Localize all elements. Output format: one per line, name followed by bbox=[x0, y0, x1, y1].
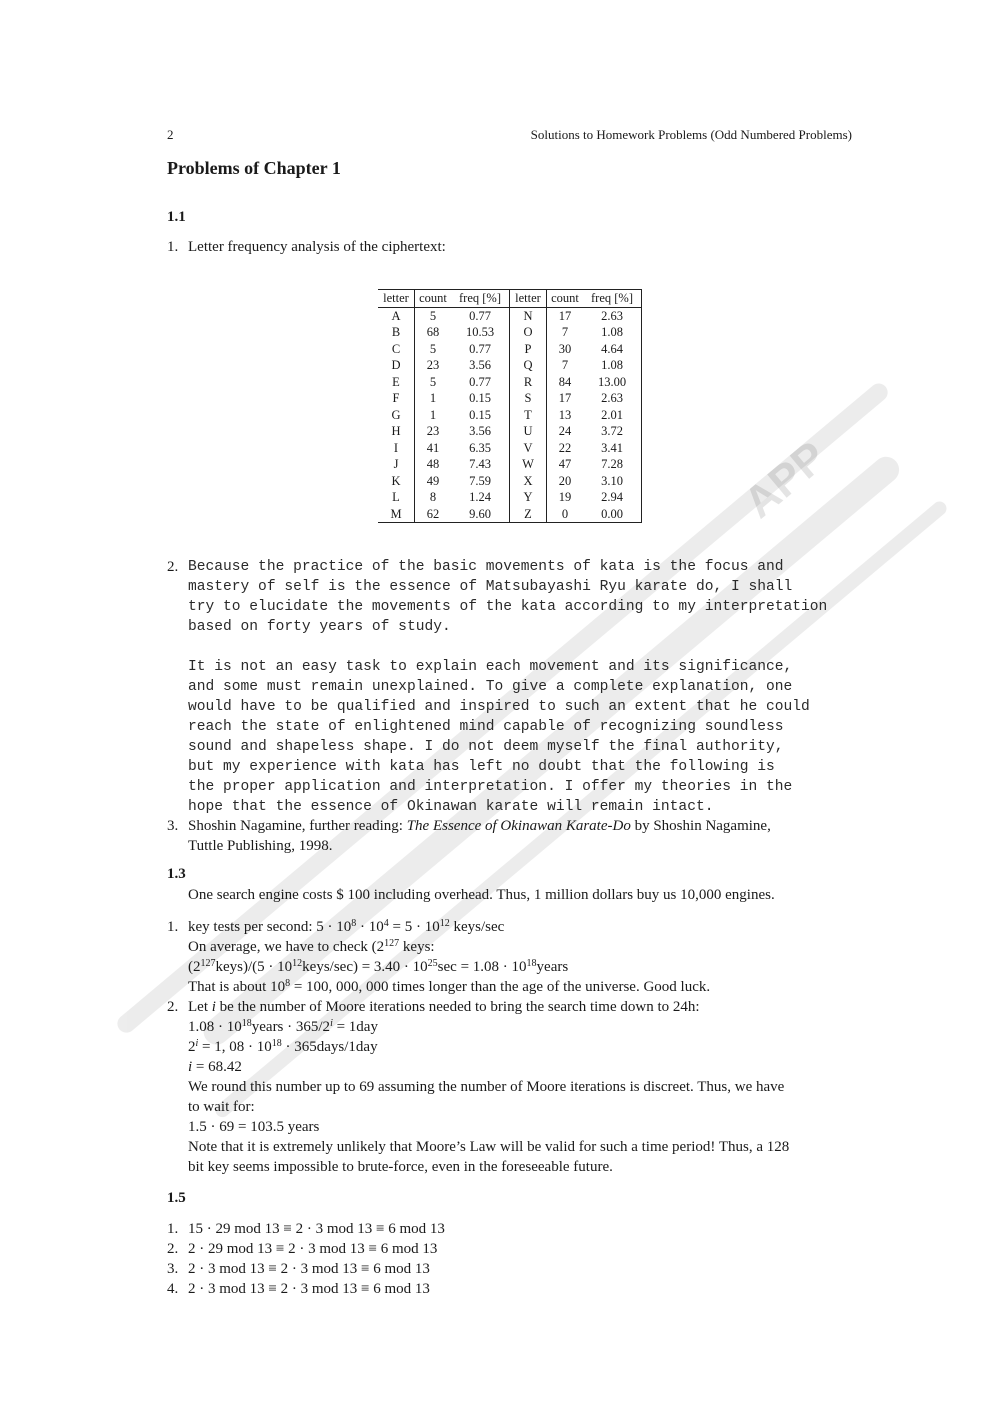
table-cell: 22 bbox=[558, 440, 572, 455]
table-cell: 47 bbox=[558, 457, 572, 471]
monospace-line: hope that the essence of Okinawan karate will remain intact. bbox=[188, 799, 714, 815]
table-cell: 17 bbox=[558, 391, 572, 405]
table-cell: U bbox=[510, 423, 547, 440]
item-number: 2. bbox=[167, 559, 179, 575]
table-cell: 7.28 bbox=[583, 456, 642, 473]
table-cell: 30 bbox=[558, 341, 572, 356]
table-cell: G bbox=[378, 407, 415, 424]
monospace-line: and some must remain unexplained. To give a complete explanation, one bbox=[188, 679, 793, 695]
monospace-line: It is not an easy task to explain each movement and its significance, bbox=[188, 659, 793, 675]
table-row bbox=[378, 357, 642, 374]
table-cell: R bbox=[510, 374, 547, 391]
table-cell: I bbox=[378, 440, 415, 457]
table-cell: 5 bbox=[429, 374, 437, 389]
paragraph-line: We round this number up to 69 assuming the number of Moore iterations is discreet. Thus, we have bbox=[188, 1079, 785, 1095]
section-heading-1-3: 1.3 bbox=[167, 866, 186, 882]
column-header: count bbox=[415, 290, 452, 308]
table-cell: 84 bbox=[558, 374, 572, 389]
table-cell: S bbox=[510, 390, 547, 407]
column-header: count bbox=[547, 290, 584, 308]
table-row bbox=[378, 473, 642, 490]
column-header: freq [%] bbox=[451, 290, 510, 308]
table-cell: 0 bbox=[547, 506, 584, 523]
table-header-row bbox=[378, 290, 642, 308]
math-line: 1.5 · 69 = 103.5 years bbox=[188, 1119, 320, 1135]
table-cell: 3.10 bbox=[583, 473, 642, 490]
table-cell: 2.01 bbox=[583, 407, 642, 424]
math-line: That is about $10^8 = 100$, 000, 000 times longer than the age of the universe. Good luck. bbox=[188, 978, 711, 995]
table-cell: 68 bbox=[426, 325, 440, 339]
table-cell: F bbox=[378, 390, 415, 407]
item-number: 3. bbox=[167, 818, 179, 834]
table-cell: 2.94 bbox=[583, 489, 642, 506]
table-cell: H bbox=[378, 423, 415, 440]
table-row bbox=[378, 489, 642, 506]
table-cell: 13 bbox=[558, 407, 572, 422]
section-heading-1-1: 1.1 bbox=[167, 209, 186, 225]
math-line: $2^i = 1$, $08 \cdot 10^{18}$ · 365days/1day bbox=[188, 1038, 378, 1055]
item-number: 2. bbox=[167, 1241, 179, 1257]
monospace-line: reach the state of enlightened mind capable of recognizing soundless bbox=[188, 719, 784, 735]
item-number: 1. bbox=[167, 239, 179, 255]
congruence-line: 2 · 3 mod 13 ≡ 2 · 3 mod 13 ≡ 6 mod 13 bbox=[188, 1281, 430, 1297]
table-cell: O bbox=[510, 324, 547, 341]
monospace-line: sound and shapeless shape. I do not deem myself the final authority, bbox=[188, 739, 784, 755]
monospace-line: Because the practice of the basic movements of kata is the focus and bbox=[188, 559, 784, 575]
column-header: letter bbox=[378, 290, 415, 308]
table-cell: M bbox=[378, 506, 415, 523]
paragraph-line: to wait for: bbox=[188, 1099, 255, 1115]
table-cell: 0.77 bbox=[451, 374, 510, 391]
table-cell: 1.24 bbox=[451, 489, 510, 506]
monospace-line: but my experience with kata has left no doubt that the following is bbox=[188, 759, 775, 775]
watermark-text: APP bbox=[734, 431, 836, 528]
book-title: The Essence of Okinawan Karate-Do bbox=[406, 818, 631, 834]
table-cell: 3.56 bbox=[451, 357, 510, 374]
table-cell: 19 bbox=[558, 490, 572, 504]
table-cell: 0.77 bbox=[451, 307, 510, 324]
math-line: $1.08 \cdot 10^{18}years \cdot 365/2^i = 1day$ bbox=[188, 1018, 378, 1035]
math-line: Let i be the number of Moore iterations needed to bring the search time down to 24h: bbox=[188, 999, 700, 1015]
paragraph-line: Note that it is extremely unlikely that Moore’s Law will be valid for such a time period! Thus, a 128 bbox=[188, 1139, 790, 1155]
table-cell: A bbox=[378, 307, 415, 324]
running-head: Solutions to Homework Problems (Odd Numbered Problems) bbox=[530, 127, 852, 142]
table-cell: 2.63 bbox=[583, 390, 642, 407]
table-cell: 1.08 bbox=[583, 357, 642, 374]
math-line: On average, we have to check ($2^{127}$ keys: bbox=[188, 938, 435, 955]
table-cell: 17 bbox=[558, 308, 572, 323]
table-cell: 20 bbox=[558, 473, 572, 488]
column-header: freq [%] bbox=[583, 290, 642, 308]
table-cell: 49 bbox=[426, 473, 440, 488]
table-cell: 48 bbox=[426, 457, 440, 471]
table-row bbox=[378, 440, 642, 457]
monospace-line: the proper application and interpretation. I offer my theories in the bbox=[188, 779, 793, 795]
table-cell: L bbox=[378, 489, 415, 506]
table-cell: 41 bbox=[426, 440, 440, 455]
table-cell: 3.41 bbox=[583, 440, 642, 457]
item-number: 3. bbox=[167, 1261, 179, 1277]
column-header: letter bbox=[510, 290, 547, 308]
table-cell: 5 bbox=[429, 341, 437, 356]
table-row bbox=[378, 506, 642, 523]
table-cell: W bbox=[510, 456, 547, 473]
table-cell: V bbox=[510, 440, 547, 457]
item-number: 1. bbox=[167, 919, 179, 935]
table-cell: 1 bbox=[429, 407, 437, 422]
congruence-line: 15 · 29 mod 13 ≡ 2 · 3 mod 13 ≡ 6 mod 13 bbox=[188, 1221, 445, 1237]
table-cell: 23 bbox=[426, 358, 440, 372]
table-cell: K bbox=[378, 473, 415, 490]
table-row bbox=[378, 324, 642, 341]
table-cell: Z bbox=[510, 506, 547, 523]
table-cell: Q bbox=[510, 357, 547, 374]
table-row bbox=[378, 374, 642, 391]
table-cell: Y bbox=[510, 489, 547, 506]
table-cell: J bbox=[378, 456, 415, 473]
reference-line: Tuttle Publishing, 1998. bbox=[188, 838, 333, 854]
table-cell: D bbox=[378, 357, 415, 374]
chapter-title: Problems of Chapter 1 bbox=[167, 158, 341, 178]
table-row bbox=[378, 456, 642, 473]
section-heading-1-5: 1.5 bbox=[167, 1190, 186, 1206]
table-cell: 6.35 bbox=[451, 440, 510, 457]
table-row bbox=[378, 341, 642, 358]
table-row bbox=[378, 307, 642, 324]
table-cell: 5 bbox=[429, 308, 437, 323]
item-text: Letter frequency analysis of the ciphertext: bbox=[188, 239, 446, 255]
table-cell: N bbox=[510, 307, 547, 324]
table-cell: 3.56 bbox=[451, 423, 510, 440]
math-line: key tests per second: $5 \cdot 10^8 \cdot 10^4 = 5 \cdot 10^{12}$ keys/sec bbox=[188, 918, 505, 935]
paragraph-line: bit key seems impossible to brute-force, even in the foreseeable future. bbox=[188, 1159, 613, 1175]
table-cell: 4.64 bbox=[583, 341, 642, 358]
paragraph: One search engine costs $ 100 including overhead. Thus, 1 million dollars buy us 10,000 engines. bbox=[188, 887, 775, 903]
table-cell: 7 bbox=[561, 358, 569, 372]
item-number: 2. bbox=[167, 999, 179, 1015]
table-cell: 62 bbox=[415, 506, 452, 523]
table-cell: 1.08 bbox=[583, 324, 642, 341]
table-cell: B bbox=[378, 324, 415, 341]
congruence-line: 2 · 3 mod 13 ≡ 2 · 3 mod 13 ≡ 6 mod 13 bbox=[188, 1261, 430, 1277]
table-cell: P bbox=[510, 341, 547, 358]
table-cell: 1 bbox=[429, 391, 437, 405]
table-cell: 8 bbox=[429, 490, 437, 504]
item-number: 4. bbox=[167, 1281, 179, 1297]
table-cell: 0.00 bbox=[583, 506, 642, 523]
table-cell: 24 bbox=[558, 424, 572, 438]
table-row bbox=[378, 407, 642, 424]
table-cell: X bbox=[510, 473, 547, 490]
monospace-line: try to elucidate the movements of the kata according to my interpretation bbox=[188, 599, 828, 615]
table-cell: 7 bbox=[561, 325, 569, 339]
table-row bbox=[378, 390, 642, 407]
table-cell: 13.00 bbox=[583, 374, 642, 391]
table-cell: T bbox=[510, 407, 547, 424]
table-cell: 7.43 bbox=[451, 456, 510, 473]
table-cell: 10.53 bbox=[451, 324, 510, 341]
congruence-line: 2 · 29 mod 13 ≡ 2 · 3 mod 13 ≡ 6 mod 13 bbox=[188, 1241, 438, 1257]
table-cell: 23 bbox=[426, 424, 440, 438]
math-line: i = 68.42 bbox=[188, 1059, 242, 1075]
table-cell: E bbox=[378, 374, 415, 391]
monospace-line: mastery of self is the essence of Matsubayashi Ryu karate do, I shall bbox=[188, 579, 793, 595]
item-number: 1. bbox=[167, 1221, 179, 1237]
table-row bbox=[378, 423, 642, 440]
monospace-line: based on forty years of study. bbox=[188, 619, 451, 635]
table-cell: 3.72 bbox=[583, 423, 642, 440]
frequency-table bbox=[378, 289, 642, 523]
table-cell: 7.59 bbox=[451, 473, 510, 490]
monospace-line: would have to be qualified and inspired to such an extent that he could bbox=[188, 699, 810, 715]
table-cell: 0.77 bbox=[451, 341, 510, 358]
page-number: 2 bbox=[167, 127, 174, 142]
table-cell: 2.63 bbox=[583, 307, 642, 324]
table-cell: C bbox=[378, 341, 415, 358]
ciphertext-plaintext-block bbox=[188, 557, 827, 817]
monospace-line bbox=[188, 637, 827, 657]
table-cell: 0.15 bbox=[451, 390, 510, 407]
reference-line: Shoshin Nagamine, further reading: The Essence of Okinawan Karate-Do by Shoshin Nagamine, bbox=[188, 818, 771, 834]
table-cell: 9.60 bbox=[451, 506, 510, 523]
table-cell: 0.15 bbox=[451, 407, 510, 424]
math-line: $(2^{127}keys)/(5$ · $10^{12}keys/\sec) = 3.40 \cdot 10^{25}\sec = 1.08$ · $10^{18}years$ bbox=[188, 958, 569, 975]
